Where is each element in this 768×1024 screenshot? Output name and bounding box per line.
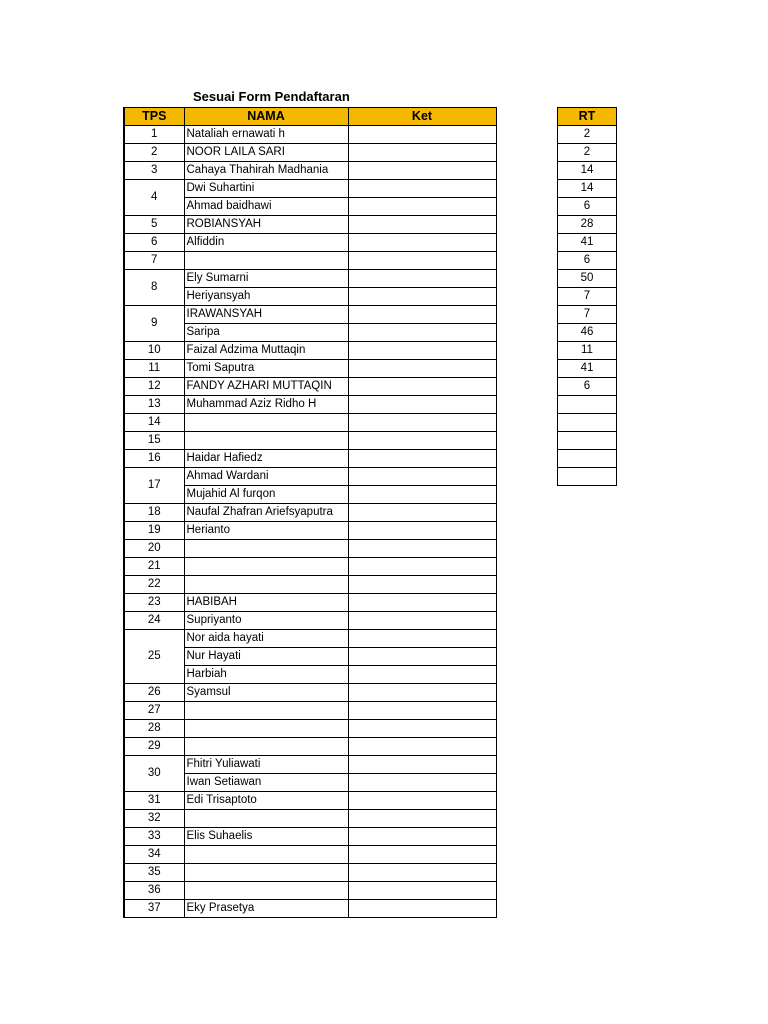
ket-cell[interactable] — [348, 288, 496, 306]
tps-cell[interactable]: 22 — [124, 576, 184, 594]
rt-row — [558, 396, 617, 414]
nama-cell[interactable]: Haidar Hafiedz — [184, 450, 348, 468]
tps-cell[interactable]: 12 — [124, 378, 184, 396]
tps-cell[interactable]: 31 — [124, 792, 184, 810]
nama-cell[interactable]: NOOR LAILA SARI — [184, 144, 348, 162]
rt-row — [558, 450, 617, 468]
table-row — [124, 468, 496, 486]
tps-cell[interactable]: 18 — [124, 504, 184, 522]
ket-cell[interactable] — [348, 684, 496, 702]
rt-cell[interactable]: 6 — [558, 198, 617, 216]
rt-row — [558, 378, 617, 396]
tps-cell[interactable]: 32 — [124, 810, 184, 828]
ket-cell[interactable] — [348, 756, 496, 774]
sheet-title: Sesuai Form Pendaftaran — [193, 89, 350, 104]
table-row — [124, 540, 496, 558]
ket-cell[interactable] — [348, 198, 496, 216]
rt-cell[interactable]: 50 — [558, 270, 617, 288]
table-row — [124, 630, 496, 648]
nama-cell[interactable] — [184, 702, 348, 720]
nama-cell[interactable] — [184, 576, 348, 594]
tps-cell[interactable]: 6 — [124, 234, 184, 252]
ket-cell[interactable] — [348, 558, 496, 576]
table-row — [124, 396, 496, 414]
ket-cell[interactable] — [348, 702, 496, 720]
ket-cell[interactable] — [348, 324, 496, 342]
rt-cell[interactable]: 41 — [558, 234, 617, 252]
tps-cell[interactable]: 21 — [124, 558, 184, 576]
header-tps[interactable]: TPS — [124, 108, 184, 126]
tps-cell[interactable]: 35 — [124, 864, 184, 882]
nama-cell[interactable] — [184, 558, 348, 576]
table-row — [124, 306, 496, 324]
ket-cell[interactable] — [348, 432, 496, 450]
rt-row — [558, 234, 617, 252]
tps-cell[interactable]: 8 — [124, 270, 184, 306]
ket-cell[interactable] — [348, 882, 496, 900]
nama-cell[interactable]: Nur Hayati — [184, 648, 348, 666]
rt-row — [558, 198, 617, 216]
nama-cell[interactable]: Nataliah ernawati h — [184, 126, 348, 144]
nama-cell[interactable] — [184, 720, 348, 738]
table-row — [124, 180, 496, 198]
ket-cell[interactable] — [348, 864, 496, 882]
nama-cell[interactable] — [184, 738, 348, 756]
table-row — [124, 612, 496, 630]
rt-cell[interactable]: 7 — [558, 306, 617, 324]
nama-cell[interactable]: Heriyansyah — [184, 288, 348, 306]
rt-row — [558, 270, 617, 288]
rt-row — [558, 252, 617, 270]
tps-cell[interactable]: 16 — [124, 450, 184, 468]
table-row — [124, 864, 496, 882]
tps-cell[interactable]: 7 — [124, 252, 184, 270]
ket-cell[interactable] — [348, 180, 496, 198]
ket-cell[interactable] — [348, 126, 496, 144]
tps-cell[interactable]: 36 — [124, 882, 184, 900]
table-row — [124, 432, 496, 450]
ket-cell[interactable] — [348, 414, 496, 432]
nama-cell[interactable] — [184, 252, 348, 270]
table-row — [124, 720, 496, 738]
tps-cell[interactable]: 2 — [124, 144, 184, 162]
rt-row — [558, 126, 617, 144]
rt-row — [558, 162, 617, 180]
nama-cell[interactable] — [184, 864, 348, 882]
nama-cell[interactable] — [184, 810, 348, 828]
table-row — [124, 828, 496, 846]
rt-row — [558, 342, 617, 360]
table-row — [124, 342, 496, 360]
ket-cell[interactable] — [348, 792, 496, 810]
ket-cell[interactable] — [348, 738, 496, 756]
tps-cell[interactable]: 17 — [124, 468, 184, 504]
ket-cell[interactable] — [348, 396, 496, 414]
table-row — [124, 900, 496, 918]
nama-cell[interactable]: Faizal Adzima Muttaqin — [184, 342, 348, 360]
tps-cell[interactable]: 3 — [124, 162, 184, 180]
header-nama[interactable]: NAMA — [184, 108, 348, 126]
table-row — [124, 594, 496, 612]
nama-cell[interactable] — [184, 846, 348, 864]
tps-cell[interactable]: 29 — [124, 738, 184, 756]
nama-cell[interactable]: Eky Prasetya — [184, 900, 348, 918]
ket-cell[interactable] — [348, 846, 496, 864]
table-row — [124, 792, 496, 810]
ket-cell[interactable] — [348, 522, 496, 540]
table-row — [124, 558, 496, 576]
table-row — [124, 738, 496, 756]
ket-cell[interactable] — [348, 576, 496, 594]
header-rt[interactable]: RT — [558, 108, 617, 126]
nama-cell[interactable] — [184, 882, 348, 900]
table-row — [124, 162, 496, 180]
rt-cell[interactable] — [558, 414, 617, 432]
ket-cell[interactable] — [348, 486, 496, 504]
ket-cell[interactable] — [348, 234, 496, 252]
rt-row — [558, 306, 617, 324]
nama-cell[interactable]: Mujahid Al furqon — [184, 486, 348, 504]
table-row — [124, 504, 496, 522]
tps-cell[interactable]: 37 — [124, 900, 184, 918]
nama-cell[interactable]: Naufal Zhafran Ariefsyaputra — [184, 504, 348, 522]
table-row — [124, 234, 496, 252]
rt-cell[interactable] — [558, 450, 617, 468]
nama-cell[interactable]: Dwi Suhartini — [184, 180, 348, 198]
nama-cell[interactable]: Nor aida hayati — [184, 630, 348, 648]
nama-cell[interactable]: Iwan Setiawan — [184, 774, 348, 792]
tps-cell[interactable]: 23 — [124, 594, 184, 612]
ket-cell[interactable] — [348, 774, 496, 792]
rt-row — [558, 288, 617, 306]
nama-cell[interactable]: Cahaya Thahirah Madhania — [184, 162, 348, 180]
tps-cell[interactable]: 9 — [124, 306, 184, 342]
rt-cell[interactable]: 46 — [558, 324, 617, 342]
nama-cell[interactable]: ROBIANSYAH — [184, 216, 348, 234]
ket-cell[interactable] — [348, 162, 496, 180]
header-row — [124, 108, 496, 126]
nama-cell[interactable]: Fhitri Yuliawati — [184, 756, 348, 774]
ket-cell[interactable] — [348, 630, 496, 648]
tps-cell[interactable]: 24 — [124, 612, 184, 630]
ket-cell[interactable] — [348, 540, 496, 558]
rt-cell[interactable] — [558, 432, 617, 450]
tps-cell[interactable]: 27 — [124, 702, 184, 720]
ket-cell[interactable] — [348, 648, 496, 666]
rt-row — [558, 216, 617, 234]
ket-cell[interactable] — [348, 720, 496, 738]
tps-cell[interactable]: 14 — [124, 414, 184, 432]
rt-header-row — [558, 108, 617, 126]
table-row — [124, 576, 496, 594]
rt-cell[interactable]: 14 — [558, 162, 617, 180]
table-row — [124, 450, 496, 468]
tps-cell[interactable]: 15 — [124, 432, 184, 450]
table-row — [124, 216, 496, 234]
ket-cell[interactable] — [348, 900, 496, 918]
ket-cell[interactable] — [348, 144, 496, 162]
ket-cell[interactable] — [348, 666, 496, 684]
ket-cell[interactable] — [348, 216, 496, 234]
nama-cell[interactable]: Elis Suhaelis — [184, 828, 348, 846]
rt-cell[interactable]: 11 — [558, 342, 617, 360]
rt-cell[interactable] — [558, 396, 617, 414]
table-row — [124, 684, 496, 702]
nama-cell[interactable]: FANDY AZHARI MUTTAQIN — [184, 378, 348, 396]
table-row — [124, 378, 496, 396]
ket-cell[interactable] — [348, 450, 496, 468]
rt-row — [558, 144, 617, 162]
rt-row — [558, 324, 617, 342]
tps-cell[interactable]: 11 — [124, 360, 184, 378]
table-row — [124, 810, 496, 828]
rt-cell[interactable]: 28 — [558, 216, 617, 234]
tps-cell[interactable]: 30 — [124, 756, 184, 792]
ket-cell[interactable] — [348, 468, 496, 486]
table-row — [124, 252, 496, 270]
tps-cell[interactable]: 34 — [124, 846, 184, 864]
ket-cell[interactable] — [348, 342, 496, 360]
rt-row — [558, 360, 617, 378]
tps-cell[interactable]: 28 — [124, 720, 184, 738]
header-ket[interactable]: Ket — [348, 108, 496, 126]
nama-cell[interactable]: IRAWANSYAH — [184, 306, 348, 324]
table-row — [124, 522, 496, 540]
table-row — [124, 360, 496, 378]
registration-table — [123, 107, 497, 918]
table-row — [124, 882, 496, 900]
table-row — [124, 756, 496, 774]
tps-cell[interactable]: 13 — [124, 396, 184, 414]
rt-cell[interactable]: 2 — [558, 144, 617, 162]
ket-cell[interactable] — [348, 252, 496, 270]
table-row — [124, 270, 496, 288]
table-row — [124, 144, 496, 162]
tps-cell[interactable]: 5 — [124, 216, 184, 234]
ket-cell[interactable] — [348, 594, 496, 612]
rt-cell[interactable]: 6 — [558, 378, 617, 396]
tps-cell[interactable]: 10 — [124, 342, 184, 360]
tps-cell[interactable]: 20 — [124, 540, 184, 558]
ket-cell[interactable] — [348, 810, 496, 828]
table-row — [124, 126, 496, 144]
table-row — [124, 414, 496, 432]
nama-cell[interactable]: Saripa — [184, 324, 348, 342]
rt-table — [557, 107, 617, 486]
rt-cell[interactable]: 41 — [558, 360, 617, 378]
nama-cell[interactable]: Edi Trisaptoto — [184, 792, 348, 810]
ket-cell[interactable] — [348, 504, 496, 522]
rt-row — [558, 468, 617, 486]
nama-cell[interactable]: HABIBAH — [184, 594, 348, 612]
ket-cell[interactable] — [348, 828, 496, 846]
nama-cell[interactable]: Ely Sumarni — [184, 270, 348, 288]
tps-cell[interactable]: 1 — [124, 126, 184, 144]
tps-cell[interactable]: 4 — [124, 180, 184, 216]
nama-cell[interactable]: Syamsul — [184, 684, 348, 702]
ket-cell[interactable] — [348, 270, 496, 288]
table-row — [124, 702, 496, 720]
nama-cell[interactable]: Tomi Saputra — [184, 360, 348, 378]
rt-cell[interactable]: 6 — [558, 252, 617, 270]
rt-cell[interactable]: 7 — [558, 288, 617, 306]
ket-cell[interactable] — [348, 378, 496, 396]
rt-cell[interactable]: 14 — [558, 180, 617, 198]
tps-cell[interactable]: 25 — [124, 630, 184, 684]
nama-cell[interactable] — [184, 540, 348, 558]
tps-cell[interactable]: 33 — [124, 828, 184, 846]
ket-cell[interactable] — [348, 306, 496, 324]
nama-cell[interactable]: Ahmad baidhawi — [184, 198, 348, 216]
nama-cell[interactable] — [184, 432, 348, 450]
ket-cell[interactable] — [348, 612, 496, 630]
nama-cell[interactable]: Muhammad Aziz Ridho H — [184, 396, 348, 414]
nama-cell[interactable] — [184, 414, 348, 432]
nama-cell[interactable]: Harbiah — [184, 666, 348, 684]
rt-cell[interactable]: 2 — [558, 126, 617, 144]
rt-cell[interactable] — [558, 468, 617, 486]
tps-cell[interactable]: 26 — [124, 684, 184, 702]
nama-cell[interactable]: Ahmad Wardani — [184, 468, 348, 486]
tps-cell[interactable]: 19 — [124, 522, 184, 540]
rt-row — [558, 180, 617, 198]
nama-cell[interactable]: Herianto — [184, 522, 348, 540]
table-row — [124, 846, 496, 864]
nama-cell[interactable]: Alfiddin — [184, 234, 348, 252]
rt-row — [558, 414, 617, 432]
rt-row — [558, 432, 617, 450]
nama-cell[interactable]: Supriyanto — [184, 612, 348, 630]
ket-cell[interactable] — [348, 360, 496, 378]
